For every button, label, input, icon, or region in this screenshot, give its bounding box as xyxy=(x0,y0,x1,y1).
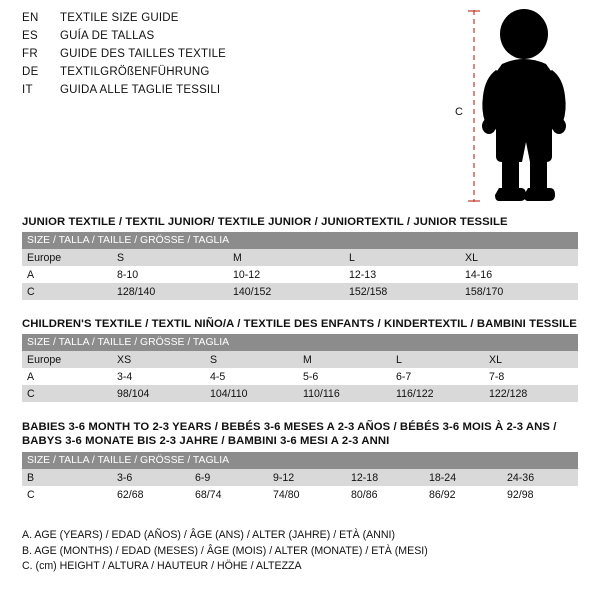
cell: 18-24 xyxy=(424,469,502,486)
table-header-row xyxy=(22,334,578,351)
cell: 92/98 xyxy=(502,486,578,503)
cell: 104/110 xyxy=(205,385,298,402)
cell: 10-12 xyxy=(228,266,344,283)
row-label: Europe xyxy=(22,249,112,266)
cell: 8-10 xyxy=(112,266,228,283)
cell: M xyxy=(298,351,391,368)
junior-size-table xyxy=(22,232,578,300)
cell: 24-36 xyxy=(502,469,578,486)
table-row xyxy=(22,249,578,266)
cell: 5-6 xyxy=(298,368,391,385)
cell: 3-4 xyxy=(112,368,205,385)
cell: 86/92 xyxy=(424,486,502,503)
cell: M xyxy=(228,249,344,266)
footnote-list xyxy=(22,528,578,575)
language-code: FR xyxy=(22,48,38,60)
language-row xyxy=(22,48,442,66)
language-code: ES xyxy=(22,30,38,42)
cell: XL xyxy=(484,351,578,368)
toddler-silhouette-icon xyxy=(452,6,592,206)
table-row xyxy=(22,283,578,300)
cell: 152/158 xyxy=(344,283,460,300)
children-size-table xyxy=(22,334,578,402)
row-label: A xyxy=(22,368,112,385)
section-junior-textile xyxy=(22,216,578,300)
cell: S xyxy=(112,249,228,266)
table-row xyxy=(22,385,578,402)
cell: XL xyxy=(460,249,578,266)
footnote-age-months: B. AGE (MONTHS) / EDAD (MESES) / ÂGE (MOIS) / ALTER (MONATE) / ETÀ (MESI) xyxy=(22,544,428,557)
section-childrens-textile xyxy=(22,318,578,402)
cell: 62/68 xyxy=(112,486,190,503)
cell: 122/128 xyxy=(484,385,578,402)
cell: XS xyxy=(112,351,205,368)
cell: L xyxy=(391,351,484,368)
language-code: IT xyxy=(22,84,33,96)
table-header-cell: SIZE / TALLA / TAILLE / GRÖSSE / TAGLIA xyxy=(22,334,578,351)
table-row xyxy=(22,266,578,283)
cell: 74/80 xyxy=(268,486,346,503)
footnote-age-years: A. AGE (YEARS) / EDAD (AÑOS) / ÂGE (ANS) / ALTER (JAHRE) / ETÀ (ANNI) xyxy=(22,529,395,541)
table-header-row xyxy=(22,232,578,249)
cell: 110/116 xyxy=(298,385,391,402)
cell: L xyxy=(344,249,460,266)
footnote-height: C. (cm) HEIGHT / ALTURA / HAUTEUR / HÖHE / ALTEZZA xyxy=(22,560,302,572)
cell: 80/86 xyxy=(346,486,424,503)
section-title xyxy=(22,420,578,448)
table-header-row xyxy=(22,452,578,469)
table-row xyxy=(22,351,578,368)
language-title: GUIDA ALLE TAGLIE TESSILI xyxy=(60,84,221,96)
language-title: GUÍA DE TALLAS xyxy=(60,30,155,42)
table-header-cell: SIZE / TALLA / TAILLE / GRÖSSE / TAGLIA xyxy=(22,232,578,249)
cell: 128/140 xyxy=(112,283,228,300)
language-row xyxy=(22,66,442,84)
language-row xyxy=(22,12,442,30)
cell: 12-13 xyxy=(344,266,460,283)
cell: 6-9 xyxy=(190,469,268,486)
row-label: C xyxy=(22,486,112,503)
language-row xyxy=(22,84,442,102)
cell: 9-12 xyxy=(268,469,346,486)
cell: 12-18 xyxy=(346,469,424,486)
row-label: A xyxy=(22,266,112,283)
section-title: JUNIOR TEXTILE / TEXTIL JUNIOR/ TEXTILE JUNIOR / JUNIORTEXTIL / JUNIOR TESSILE xyxy=(22,216,508,228)
language-code: DE xyxy=(22,66,39,78)
row-label: Europe xyxy=(22,351,112,368)
row-label: C xyxy=(22,385,112,402)
cell: 140/152 xyxy=(228,283,344,300)
language-title: TEXTILGRÖßENFÜHRUNG xyxy=(60,66,210,78)
babies-size-table xyxy=(22,452,578,503)
cell: S xyxy=(205,351,298,368)
cell: 3-6 xyxy=(112,469,190,486)
section-title-line2: BABYS 3-6 MONATE BIS 2-3 JAHRE / BAMBINI 3-6 MESI A 2-3 ANNI xyxy=(22,435,390,447)
language-title-list xyxy=(22,12,442,102)
cell: 4-5 xyxy=(205,368,298,385)
language-title: GUIDE DES TAILLES TEXTILE xyxy=(60,48,227,60)
section-title: CHILDREN'S TEXTILE / TEXTIL NIÑO/A / TEXTILE DES ENFANTS / KINDERTEXTIL / BAMBINI TESSILE xyxy=(22,318,577,330)
cell: 158/170 xyxy=(460,283,578,300)
table-row xyxy=(22,368,578,385)
row-label: B xyxy=(22,469,112,486)
section-babies-textile xyxy=(22,420,578,503)
language-code: EN xyxy=(22,12,39,24)
table-row xyxy=(22,486,578,503)
height-measure-label: C xyxy=(455,106,463,118)
language-row xyxy=(22,30,442,48)
row-label: C xyxy=(22,283,112,300)
cell: 116/122 xyxy=(391,385,484,402)
section-title-line1: BABIES 3-6 MONTH TO 2-3 YEARS / BEBÉS 3-6 MESES A 2-3 AÑOS / BÉBÉS 3-6 MOIS À 2-3 ANS / xyxy=(22,421,557,433)
cell: 6-7 xyxy=(391,368,484,385)
cell: 98/104 xyxy=(112,385,205,402)
cell: 7-8 xyxy=(484,368,578,385)
table-row xyxy=(22,469,578,486)
cell: 14-16 xyxy=(460,266,578,283)
table-header-cell: SIZE / TALLA / TAILLE / GRÖSSE / TAGLIA xyxy=(22,452,578,469)
language-title: TEXTILE SIZE GUIDE xyxy=(60,12,179,24)
cell: 68/74 xyxy=(190,486,268,503)
